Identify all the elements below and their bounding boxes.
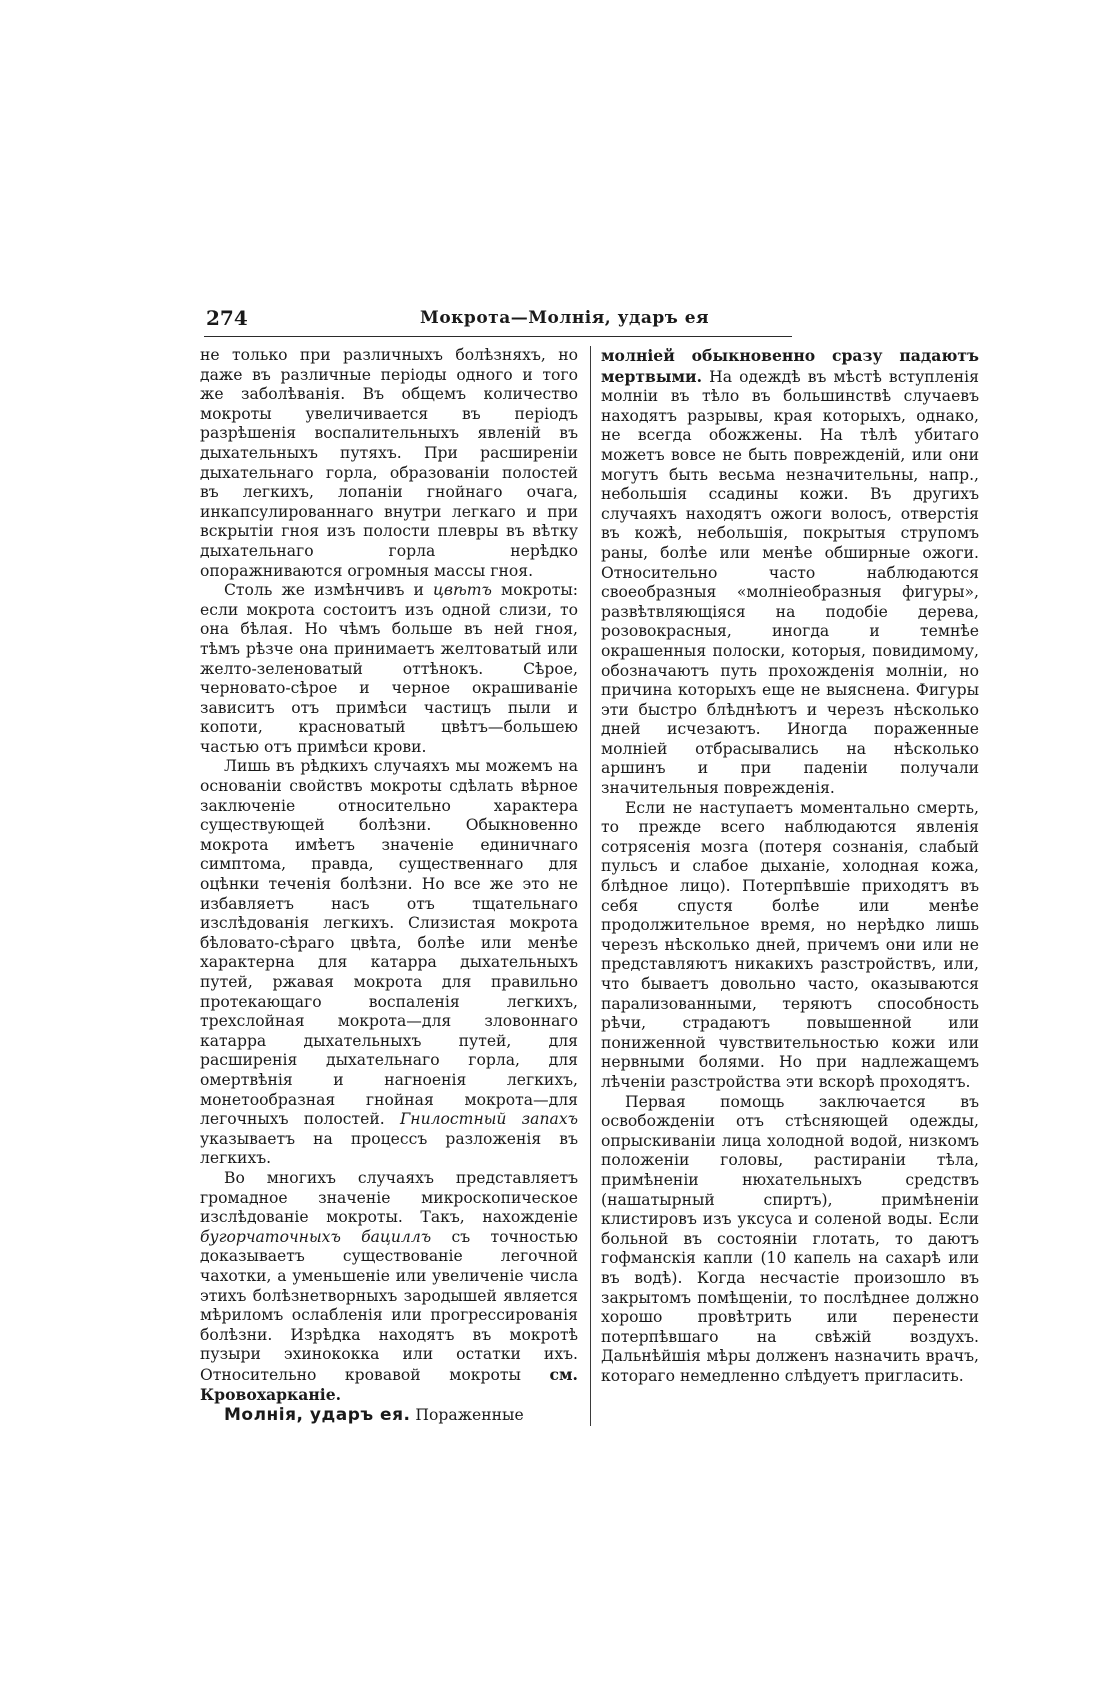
paragraph-text: Лишь въ рѣдкихъ случаяхъ мы можемъ на основаніи свойствъ мокроты сдѣлать вѣрное заключеніе относительно характера существующей болѣзни. Обыкновенно мокрота имѣетъ значеніе единичнаго симптома, правда, существеннаго для оцѣнки теченія болѣзни. Но все же это не избавляетъ насъ отъ тщательнаго изслѣдованія легкихъ. Слизистая мокрота бѣловато-сѣраго цвѣта, болѣе или менѣе характерна для катарра дыхательныхъ путей, ржавая мокрота для правильно протекающаго воспаленія легкихъ, трехслойная мокрота—для зловоннаго катарра дыхательныхъ путей, для расширенія дыхательнаго горла, для омертвѣнія и нагноенія легкихъ, монетообразная гнойная мокрота—для легочныхъ полостей. (200, 757, 578, 1129)
paragraph (200, 581, 578, 757)
paragraph-text: Столь же измѣнчивъ и (224, 581, 434, 600)
paragraph (200, 757, 578, 1168)
paragraph-text: Пораженные (410, 1406, 524, 1425)
paragraph (601, 1093, 979, 1387)
paragraph-text: На одеждѣ въ мѣстѣ вступленія молніи въ тѣло въ большинствѣ случаевъ находятъ разрывы, края которыхъ, однако, не всегда обожжены. На тѣлѣ убитаго можетъ вовсе не быть поврежденій, или они могутъ быть весьма незначительны, напр., небольшія ссадины кожи. Въ другихъ случаяхъ находятъ ожоги волосъ, отверстія въ кожѣ, небольшія, покрытыя струпомъ раны, болѣе или менѣе обширные ожоги. Относительно часто наблюдаются своеобразныя «молніеобразныя фигуры», развѣтвляющіяся на подобіе дерева, розовокрасныя, иногда и темнѣе окрашенныя полоски, которыя, повидимому, обозначаютъ путь прохожденія молніи, но причина которыхъ еще не выяснена. Фигуры эти быстро блѣднѣютъ и черезъ нѣсколько дней исчезаютъ. Иногда пораженные молніей отбрасывались на нѣсколько аршинъ и при паденіи получали значительныя поврежденія. (601, 367, 979, 798)
running-title: Мокрота—Молнія, ударъ ея (420, 308, 710, 328)
emphasis-text: бугорчаточныхъ бациллъ (200, 1227, 432, 1246)
left-column (200, 346, 578, 1426)
paragraph (601, 799, 979, 1093)
paragraph-text: съ точностью доказываетъ существованіе легочной чахотки, а уменьшеніе или увеличеніе числа этихъ болѣзнетворныхъ зародышей является мѣриломъ ослабленія или прогрессированія болѣзни. Изрѣдка находятъ въ мокротѣ пузыри эхинококка или остатки ихъ. Относительно кровавой мокроты (200, 1227, 579, 1384)
bold-text: молніей обыкновенно сразу падаютъ мертвыми. (601, 346, 979, 386)
emphasis-text: цвѣтъ (433, 581, 492, 600)
paragraph-text: мокроты: если мокрота состоитъ изъ одной слизи, то она бѣлая. Но чѣмъ больше въ ней гноя, тѣмъ рѣзче она принимаетъ желтоватый или желто-зеленоватый оттѣнокъ. Сѣрое, черновато-сѣрое и черное окрашиваніе зависитъ отъ примѣси частицъ пыли и копоти, красноватый цвѣтъ—большею частью отъ примѣси крови. (200, 581, 578, 756)
page-number: 274 (206, 306, 248, 330)
right-column (601, 346, 979, 1386)
paragraph (200, 346, 578, 581)
header-rule (204, 336, 792, 337)
paragraph (601, 346, 979, 799)
paragraph-text: Первая помощь заключается въ освобожденіи отъ стѣсняющей одежды, опрыскиваніи лица холодной водой, низкомъ положеніи головы, растираніи тѣла, примѣненіи нюхательныхъ средствъ (нашатырный спиртъ), примѣненіи клистировъ изъ уксуса и соленой воды. Если больной въ состояніи глотать, то даютъ гофманскія капли (10 капель на сахарѣ или въ водѣ). Когда несчастіе произошло въ закрытомъ помѣщеніи, то послѣднее должно хорошо провѣтрить или перенести потерпѣвшаго на свѣжій воздухъ. Дальнѣйшія мѣры долженъ назначить врачъ, котораго немедленно слѣдуетъ пригласить. (601, 1092, 979, 1385)
entry-heading: Молнія, ударъ ея. (224, 1405, 411, 1426)
paragraph-text: Если не наступаетъ моментально смерть, то прежде всего наблюдаются явленія сотрясенія мозга (потеря сознанія, слабый пульсъ и слабое дыханіе, холодная кожа, блѣдное лицо). Потерпѣвшіе приходятъ въ себя спустя болѣе или менѣе продолжительное время, но нерѣдко лишь черезъ нѣсколько дней, причемъ они или не представляютъ никакихъ разстройствъ, или, что бываетъ довольно часто, оказываются парализованными, теряютъ способность рѣчи, страдаютъ повышенной или пониженной чувствительностью кожи или нервными болями. Но при надлежащемъ лѣченіи разстройства эти вскорѣ проходятъ. (601, 798, 979, 1091)
paragraph-text: указываетъ на процессъ разложенія въ легкихъ. (200, 1129, 578, 1168)
column-divider (590, 346, 591, 1426)
entry-start (200, 1406, 578, 1426)
paragraph (200, 1169, 578, 1406)
paragraph-text: не только при различныхъ болѣзняхъ, но даже въ различные періоды одного и того же заболѣванія. Въ общемъ количество мокроты увеличивается въ періодъ разрѣшенія воспалительныхъ явленій въ дыхательныхъ путяхъ. При расширеніи дыхательнаго горла, образованіи полостей въ легкихъ, лопаніи гнойнаго очага, инкапсулированнаго внутри легкаго и при вскрытіи гноя изъ полости плевры въ вѣтку дыхательнаго горла нерѣдко опоражниваются огромныя массы гноя. (200, 346, 578, 580)
cross-reference: см. Кровохарканіе. (200, 1364, 578, 1405)
emphasis-text: Гнилостный запахъ (399, 1110, 579, 1129)
paragraph-text: Во многихъ случаяхъ представляетъ громадное значеніе микроскопическое изслѣдованіе мокроты. Такъ, нахожденіе (200, 1168, 578, 1227)
